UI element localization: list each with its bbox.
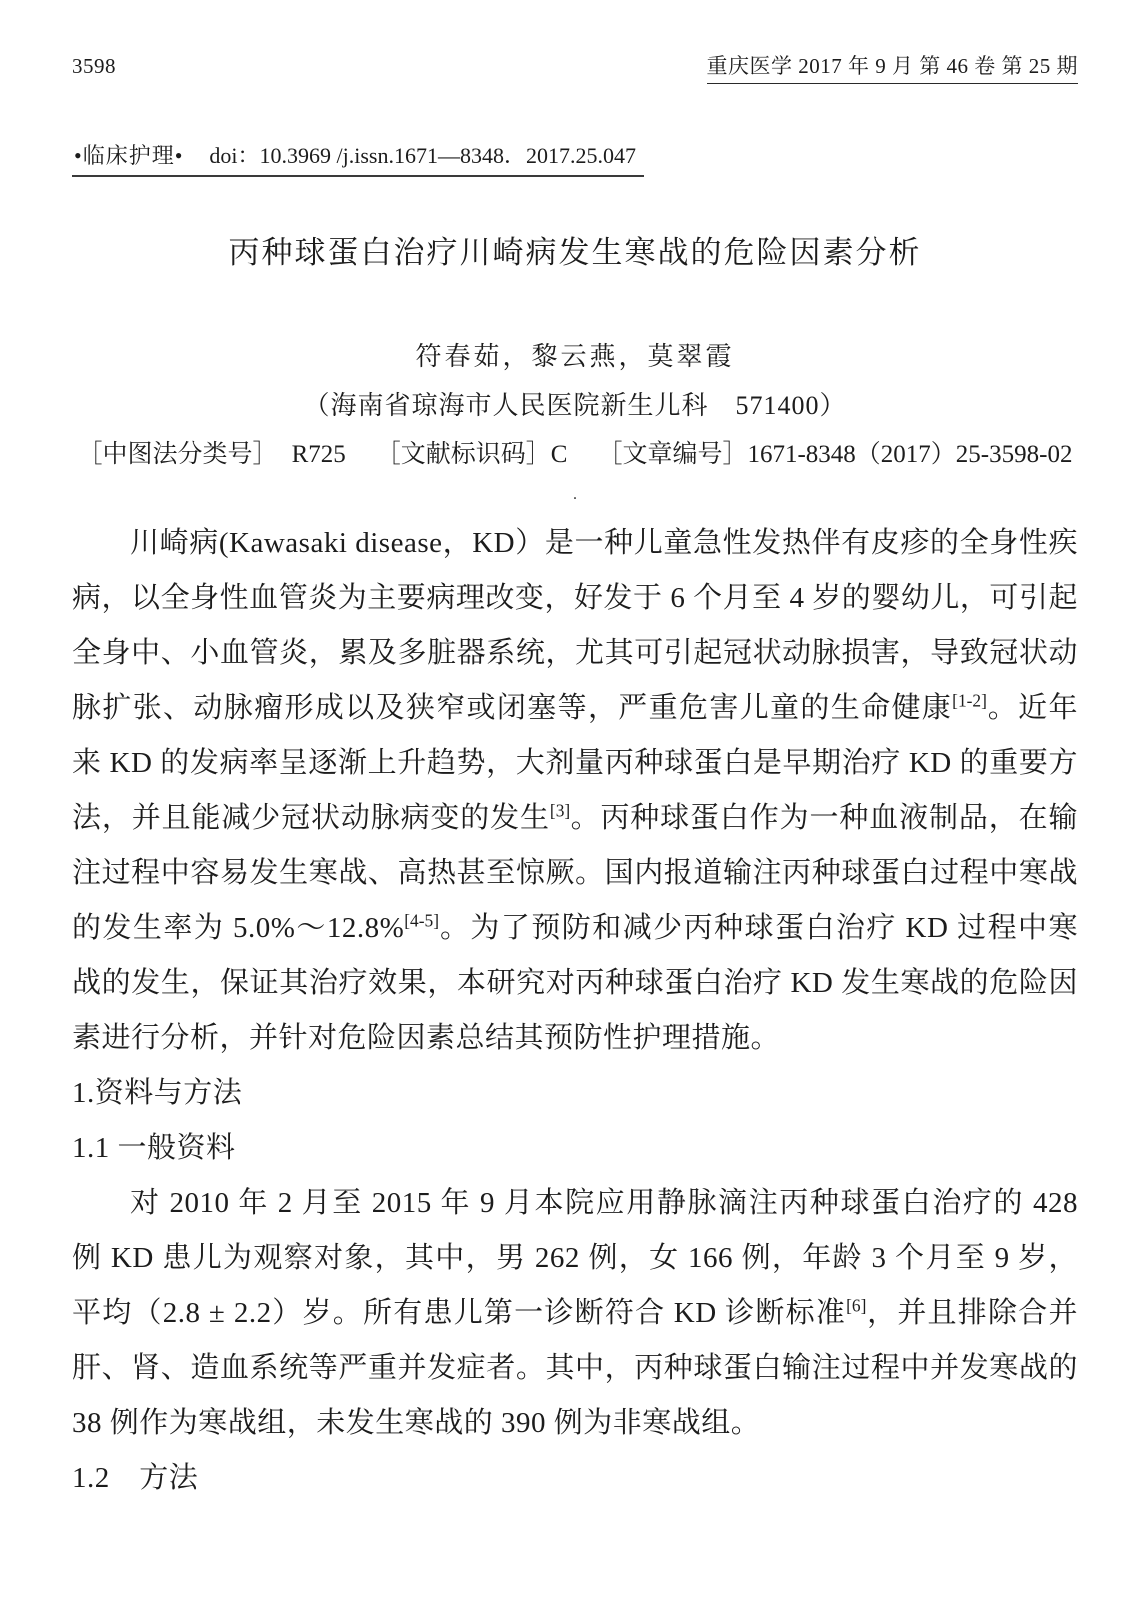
section-heading-1-1 [72,1121,1078,1176]
section-heading-1-2 [72,1451,1078,1506]
page-number: 3598 [72,54,116,78]
article-no-label: ［文章编号］ [597,441,748,468]
article-body [72,516,1078,1506]
citation-ref: [4-5] [404,910,439,931]
doc-type-value: C [550,441,568,468]
citation-ref: [3] [549,800,571,821]
clc-label: ［中图法分类号］ [77,441,278,468]
section-heading-1 [72,1066,1078,1121]
text-run: ，并且排除合并肝、肾、造血系统等严重并发症者。其中，丙种球蛋白输注过程中并发寒战的 38 例作为寒战组，未发生寒战的 390 例为非寒战组。 [72,1297,1078,1439]
general-data-paragraph [72,1176,1078,1451]
section-label: •临床护理• [74,143,184,168]
clc-value: R725 [291,441,346,468]
separator-dot: . [573,486,577,503]
text-run: 对 2010 年 2 月至 2015 年 9 月本院应用静脉滴注丙种球蛋白治疗的 428 例 KD 患儿为观察对象，其中，男 262 例，女 166 例，年龄 3 个月至 9 岁，平均（2.8 ± 2.2）岁。所有患儿第一诊断符合 KD 诊断标准 [72,1187,1078,1329]
citation-ref: [6] [846,1295,867,1316]
text-run: 川崎病(Kawasaki disease，KD）是一种儿童急性发热伴有皮疹的全身性疾病，以全身性血管炎为主要病理改变，好发于 6 个月至 4 岁的婴幼儿，可引起全身中、小血管炎，累及多脏器系统，尤其可引起冠状动脉损害，导致冠状动脉扩张、动脉瘤形成以及狭窄或闭塞等，严重危害儿童的生命健康 [72,527,1078,724]
text-run: 。丙种球蛋白作为一种血液制品，在输注过程中容易发生寒战、高热甚至惊厥。国内报道输注丙种球蛋白过程中寒战的发生率为 5.0%～12.8% [72,802,1078,944]
meta-line [72,434,1078,470]
authors-line: 符春茹，黎云燕，莫翠霞 [415,342,735,371]
doc-type-label: ［文献标识码］ [375,441,551,468]
text-run: 1.1 一般资料 [72,1132,236,1164]
text-run: 1.资料与方法 [72,1077,243,1109]
article-no-value: 1671-8348（2017）25-3598-02 [747,441,1073,468]
journal-citation: 重庆医学 2017 年 9 月 第 46 卷 第 25 期 [707,50,1079,84]
intro-paragraph [72,516,1078,1066]
affiliation-line: （海南省琼海市人民医院新生儿科 571400） [303,391,847,420]
text-run: 。为了预防和减少丙种球蛋白治疗 KD 过程中寒战的发生，保证其治疗效果，本研究对丙种球蛋白治疗 KD 发生寒战的危险因素进行分析，并针对危险因素总结其预防性护理措施。 [72,912,1078,1054]
section-doi-line [72,139,1078,177]
doi-underline-group [72,139,644,177]
text-run: 1.2 方法 [72,1462,199,1494]
page-header [72,50,1078,84]
citation-ref: [1-2] [952,690,987,711]
text-run: 。近年来 KD 的发病率呈逐渐上升趋势，大剂量丙种球蛋白是早期治疗 KD 的重要方法，并且能减少冠状动脉病变的发生 [72,692,1078,834]
article-title: 丙种球蛋白治疗川崎病发生寒战的危险因素分析 [228,235,922,270]
doi-text: doi：10.3969 /j.issn.1671—8348．2017.25.047 [209,143,636,168]
